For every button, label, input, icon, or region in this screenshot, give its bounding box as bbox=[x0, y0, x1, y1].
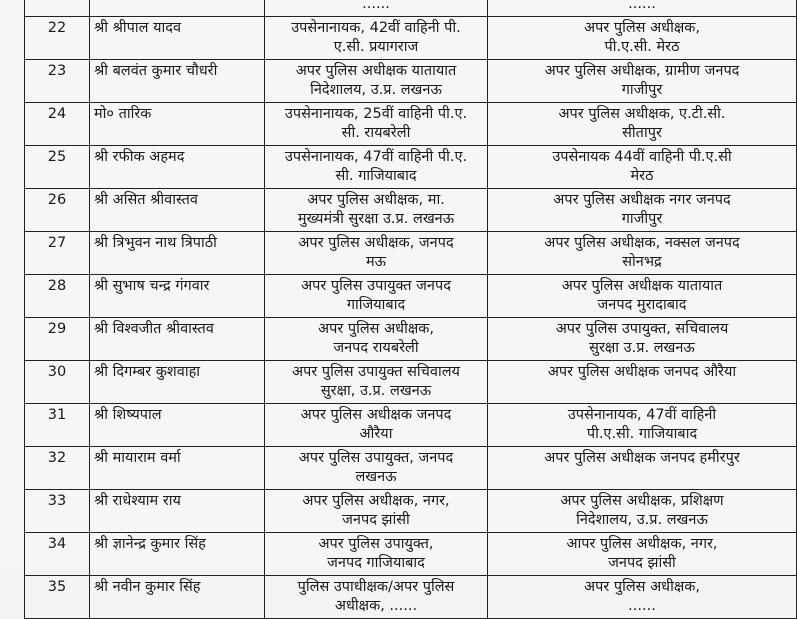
cell-new-post bbox=[488, 490, 797, 533]
current-post-line: अपर पुलिस अधीक्षक, नगर, bbox=[302, 493, 450, 509]
current-post-line: उपसेनानायक, 25वीं वाहिनी पी.ए. bbox=[284, 106, 468, 122]
cell-new-post bbox=[488, 361, 797, 404]
new-post-line: उपसेनायक 44वीं वाहिनी पी.ए.सी bbox=[552, 149, 732, 165]
cell-officer-name: श्री दिगम्बर कुशवाहा bbox=[90, 361, 265, 404]
cell-new-post: ...... bbox=[488, 0, 797, 17]
new-post-line: सीतापुर bbox=[622, 125, 662, 141]
current-post-line: अपर पुलिस अधीक्षक, bbox=[318, 321, 434, 337]
current-post-line: सुरक्षा, उ.प्र. लखनऊ bbox=[320, 383, 432, 399]
cell-current-post bbox=[265, 146, 488, 189]
new-post-line: गाजीपुर bbox=[621, 211, 663, 227]
current-post-line: ए.सी. प्रयागराज bbox=[333, 39, 419, 55]
new-post-line: पी.ए.सी. गाजियाबाद bbox=[586, 426, 698, 442]
current-post-line: अपर पुलिस अधीक्षक, मा. bbox=[307, 192, 445, 208]
cell-new-post bbox=[488, 533, 797, 576]
current-post-line: अपर पुलिस उपायुक्त जनपद bbox=[301, 278, 451, 294]
cell-serial: 26 bbox=[25, 189, 90, 232]
cell-current-post: ...... bbox=[265, 0, 488, 17]
current-post-line: जनपद झांसी bbox=[342, 512, 410, 528]
current-post-line: निदेशालय, उ.प्र. लखनऊ bbox=[310, 82, 442, 98]
new-post-line: अपर पुलिस अधीक्षक, bbox=[584, 579, 700, 595]
cell-current-post bbox=[265, 576, 488, 619]
new-post-line: गाजीपुर bbox=[621, 82, 663, 98]
current-post-line: अपर पुलिस अधीक्षक, जनपद bbox=[298, 235, 454, 251]
current-post-line: उपसेनानायक, 47वीं वाहिनी पी.ए. bbox=[284, 149, 468, 165]
current-post-line: गाजियाबाद bbox=[346, 297, 406, 313]
cell-officer-name: श्री सुभाष चन्द्र गंगवार bbox=[90, 275, 265, 318]
cell-serial bbox=[25, 0, 90, 17]
new-post-line: अपर पुलिस अधीक्षक, ए.टी.सी. bbox=[558, 106, 726, 122]
cell-officer-name: मो० तारिक bbox=[90, 103, 265, 146]
current-post-line: अधीक्षक, ...... bbox=[334, 598, 418, 614]
current-post-line: अपर पुलिस अधीक्षक यातायात bbox=[295, 63, 457, 79]
cell-serial: 28 bbox=[25, 275, 90, 318]
new-post-line: अपर पुलिस अधीक्षक यातायात bbox=[561, 278, 723, 294]
current-post-line: मऊ bbox=[365, 254, 387, 270]
table-row bbox=[25, 490, 797, 533]
new-post-line: अपर पुलिस अधीक्षक नगर जनपद bbox=[553, 192, 731, 208]
cell-new-post bbox=[488, 232, 797, 275]
new-post-line: अपर पुलिस अधीक्षक जनपद हमीरपुर bbox=[544, 450, 740, 466]
cell-current-post bbox=[265, 17, 488, 60]
cell-serial: 25 bbox=[25, 146, 90, 189]
cell-new-post bbox=[488, 189, 797, 232]
table-row bbox=[25, 103, 797, 146]
cell-serial: 35 bbox=[25, 576, 90, 619]
new-post-line: अपर पुलिस अधीक्षक जनपद औरैया bbox=[547, 364, 737, 380]
current-post-line: अपर पुलिस उपायुक्त, जनपद bbox=[298, 450, 454, 466]
new-post-line: ...... bbox=[628, 598, 656, 614]
current-post-line: जनपद गाजियाबाद bbox=[327, 555, 425, 571]
table-row bbox=[25, 232, 797, 275]
cell-officer-name: श्री नवीन कुमार सिंह bbox=[90, 576, 265, 619]
cell-serial: 24 bbox=[25, 103, 90, 146]
cell-officer-name: श्री बलवंत कुमार चौधरी bbox=[90, 60, 265, 103]
cell-serial: 31 bbox=[25, 404, 90, 447]
cell-serial: 29 bbox=[25, 318, 90, 361]
cell-new-post bbox=[488, 404, 797, 447]
cell-officer-name bbox=[90, 0, 265, 17]
current-post-line: मुख्यमंत्री सुरक्षा उ.प्र. लखनऊ bbox=[297, 211, 455, 227]
new-post-line: सुरक्षा उ.प्र. लखनऊ bbox=[589, 340, 695, 356]
new-post-line: अपर पुलिस अधीक्षक, नक्सल जनपद bbox=[544, 235, 740, 251]
table-row bbox=[25, 361, 797, 404]
cell-new-post bbox=[488, 103, 797, 146]
cell-current-post bbox=[265, 490, 488, 533]
cell-current-post bbox=[265, 447, 488, 490]
table-row bbox=[25, 533, 797, 576]
table-row bbox=[25, 17, 797, 60]
table-row bbox=[25, 447, 797, 490]
cell-officer-name: श्री विश्वजीत श्रीवास्तव bbox=[90, 318, 265, 361]
new-post-line: पी.ए.सी. मेरठ bbox=[604, 39, 680, 55]
new-post-line: अपर पुलिस उपायुक्त, सचिवालय bbox=[555, 321, 729, 337]
cell-new-post bbox=[488, 60, 797, 103]
cell-officer-name: श्री त्रिभुवन नाथ त्रिपाठी bbox=[90, 232, 265, 275]
new-post-line: सोनभद्र bbox=[622, 254, 662, 270]
cell-new-post bbox=[488, 146, 797, 189]
cell-new-post bbox=[488, 275, 797, 318]
new-post-line: जनपद झांसी bbox=[608, 555, 676, 571]
table-row bbox=[25, 275, 797, 318]
new-post-line: मेरठ bbox=[630, 168, 654, 184]
new-post-line: अपर पुलिस अधीक्षक, bbox=[584, 20, 700, 36]
table-row bbox=[25, 404, 797, 447]
cell-serial: 23 bbox=[25, 60, 90, 103]
cell-current-post bbox=[265, 103, 488, 146]
current-post-line: अपर पुलिस उपायुक्त, bbox=[318, 536, 434, 552]
cell-current-post bbox=[265, 361, 488, 404]
current-post-line: जनपद रायबरेली bbox=[333, 340, 419, 356]
table-row-partial bbox=[25, 0, 797, 17]
table-row bbox=[25, 189, 797, 232]
current-post-line: लखनऊ bbox=[355, 469, 397, 485]
cell-new-post bbox=[488, 17, 797, 60]
cell-new-post bbox=[488, 576, 797, 619]
cell-current-post bbox=[265, 318, 488, 361]
new-post-line: निदेशालय, उ.प्र. लखनऊ bbox=[576, 512, 708, 528]
new-post-line: अपर पुलिस अधीक्षक, प्रशिक्षण bbox=[560, 493, 724, 509]
new-post-line: आपर पुलिस अधीक्षक, नगर, bbox=[566, 536, 718, 552]
cell-officer-name: श्री ज्ञानेन्द्र कुमार सिंह bbox=[90, 533, 265, 576]
cell-current-post bbox=[265, 533, 488, 576]
cell-current-post bbox=[265, 60, 488, 103]
table-row bbox=[25, 318, 797, 361]
cell-serial: 33 bbox=[25, 490, 90, 533]
current-post-line: अपर पुलिस उपायुक्त सचिवालय bbox=[292, 364, 460, 380]
table-row bbox=[25, 576, 797, 619]
current-post-line: सी. रायबरेली bbox=[341, 125, 411, 141]
transfer-table-body bbox=[25, 0, 797, 619]
table-row bbox=[25, 146, 797, 189]
cell-current-post bbox=[265, 275, 488, 318]
cell-officer-name: श्री श्रीपाल यादव bbox=[90, 17, 265, 60]
cell-officer-name: श्री राधेश्याम राय bbox=[90, 490, 265, 533]
cell-serial: 32 bbox=[25, 447, 90, 490]
cell-serial: 22 bbox=[25, 17, 90, 60]
new-post-line: जनपद मुरादाबाद bbox=[597, 297, 687, 313]
new-post-line: अपर पुलिस अधीक्षक, ग्रामीण जनपद bbox=[544, 63, 740, 79]
cell-serial: 27 bbox=[25, 232, 90, 275]
cell-officer-name: श्री रफीक अहमद bbox=[90, 146, 265, 189]
current-post-line: उपसेनानायक, 42वीं वाहिनी पी. bbox=[291, 20, 461, 36]
current-post-line: सी. गाजियाबाद bbox=[335, 168, 417, 184]
cell-current-post bbox=[265, 232, 488, 275]
cell-current-post bbox=[265, 189, 488, 232]
transfer-table bbox=[24, 0, 797, 619]
cell-new-post bbox=[488, 318, 797, 361]
cell-current-post bbox=[265, 404, 488, 447]
cell-officer-name: श्री असित श्रीवास्तव bbox=[90, 189, 265, 232]
new-post-line: उपसेनानायक, 47वीं वाहिनी bbox=[567, 407, 717, 423]
cell-new-post bbox=[488, 447, 797, 490]
current-post-line: पुलिस उपाधीक्षक/अपर पुलिस bbox=[297, 579, 455, 595]
current-post-line: अपर पुलिस अधीक्षक जनपद bbox=[300, 407, 452, 423]
table-row bbox=[25, 60, 797, 103]
cell-officer-name: श्री शिष्यपाल bbox=[90, 404, 265, 447]
cell-serial: 34 bbox=[25, 533, 90, 576]
current-post-line: औरैया bbox=[359, 426, 393, 442]
cell-officer-name: श्री मायाराम वर्मा bbox=[90, 447, 265, 490]
cell-serial: 30 bbox=[25, 361, 90, 404]
